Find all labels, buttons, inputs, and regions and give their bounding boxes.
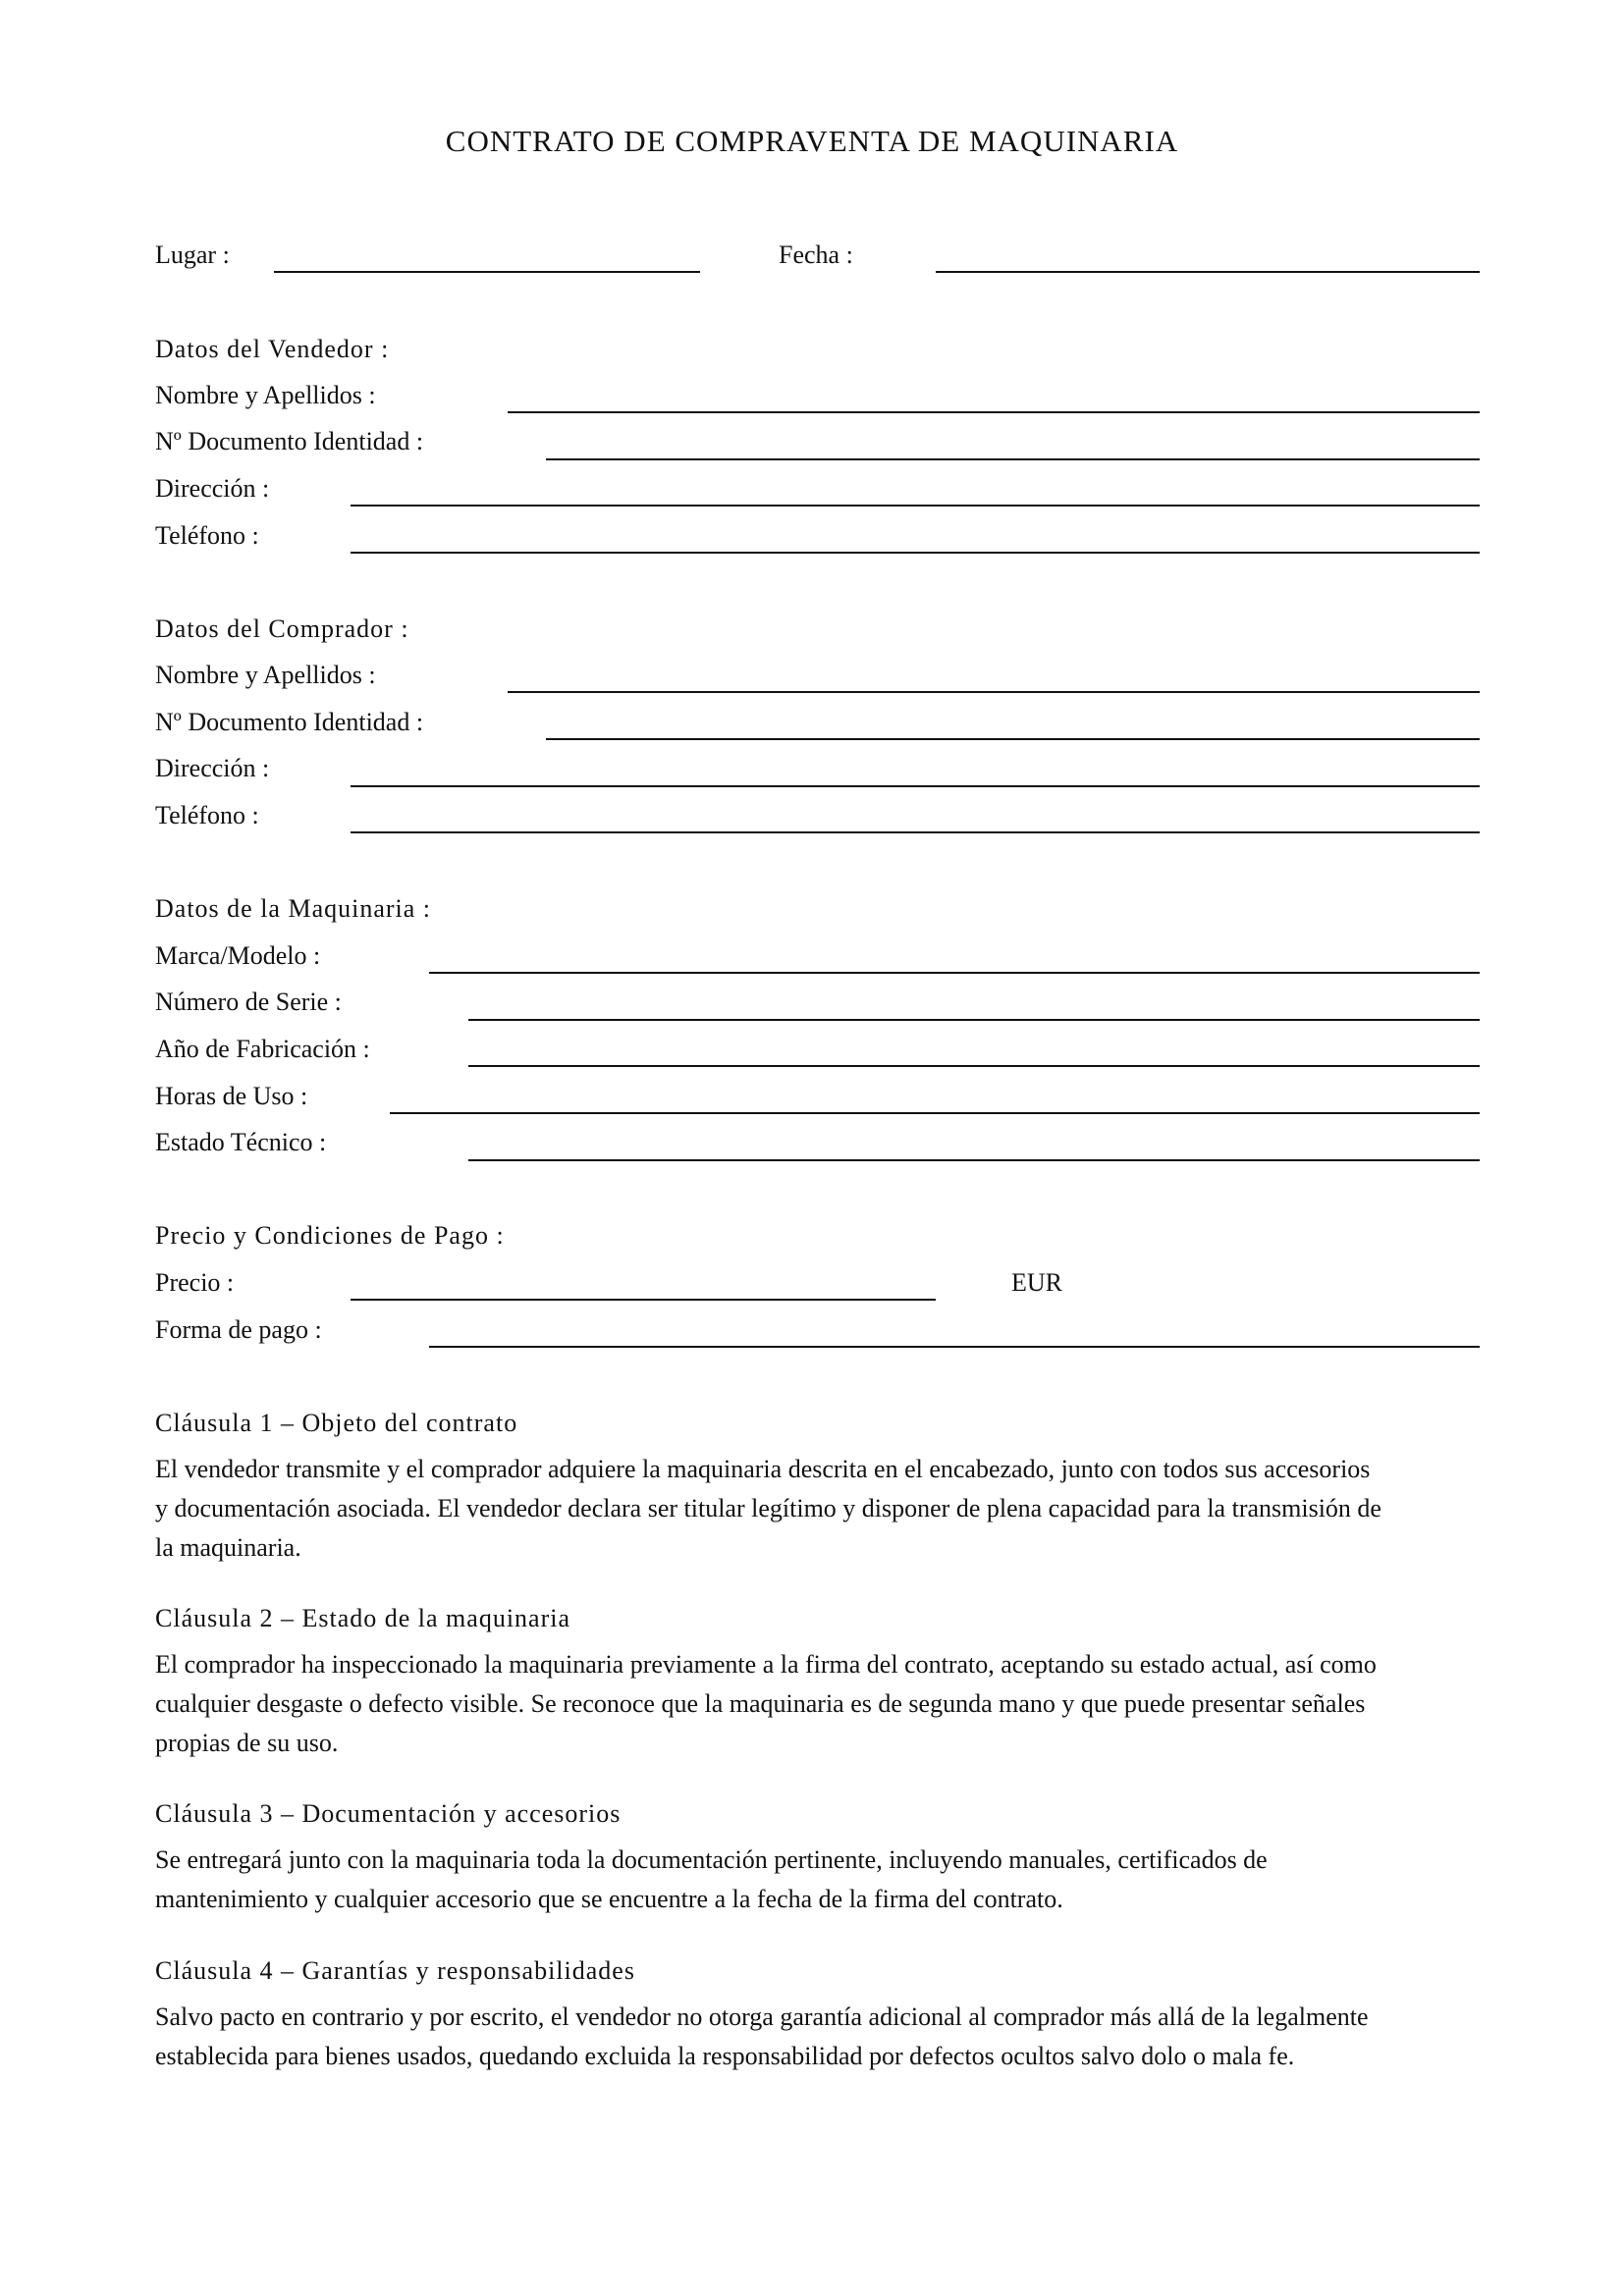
- anio-label: Año de Fabricación :: [155, 1035, 370, 1063]
- comprador-documento-label: Nº Documento Identidad :: [155, 708, 424, 736]
- clausula-4-line: Salvo pacto en contrario y por escrito, el vendedor no otorga garantía adicional al comprador más allá de la legalmente: [155, 2002, 1369, 2031]
- vendedor-heading: Datos del Vendedor :: [155, 335, 390, 363]
- currency-label: EUR: [1011, 1268, 1062, 1297]
- vendedor-documento-field[interactable]: [546, 458, 1480, 460]
- clausula-1-body: [155, 1450, 1481, 1568]
- clausula-1-title: Cláusula 1 – Objeto del contrato: [155, 1409, 518, 1437]
- estado-field[interactable]: [468, 1159, 1480, 1161]
- comprador-heading: Datos del Comprador :: [155, 614, 409, 643]
- vendedor-direccion-field[interactable]: [351, 505, 1480, 507]
- forma-pago-label: Forma de pago :: [155, 1315, 322, 1344]
- clausula-2-line: El comprador ha inspeccionado la maquinaria previamente a la firma del contrato, aceptando su estado actual, así como: [155, 1650, 1377, 1679]
- clausula-3-line: mantenimiento y cualquier accesorio que se encuentre a la fecha de la firma del contrato.: [155, 1885, 1063, 1913]
- clausula-2-line: cualquier desgaste o defecto visible. Se reconoce que la maquinaria es de segunda mano y que puede presentar señales: [155, 1689, 1366, 1718]
- comprador-telefono-field[interactable]: [351, 831, 1480, 833]
- clausula-3-line: Se entregará junto con la maquinaria toda la documentación pertinente, incluyendo manuales, certificados de: [155, 1845, 1268, 1874]
- page-title: CONTRATO DE COMPRAVENTA DE MAQUINARIA: [445, 124, 1179, 158]
- clausula-4-line: establecida para bienes usados, quedando excluida la responsabilidad por defectos ocultos salvo dolo o mala fe.: [155, 2042, 1295, 2070]
- vendedor-direccion-label: Dirección :: [155, 474, 270, 503]
- comprador-documento-field[interactable]: [546, 738, 1480, 740]
- serie-label: Número de Serie :: [155, 988, 342, 1016]
- horas-label: Horas de Uso :: [155, 1082, 308, 1110]
- clausula-1-line: la maquinaria.: [155, 1533, 301, 1562]
- anio-field[interactable]: [468, 1065, 1480, 1067]
- maquinaria-heading: Datos de la Maquinaria :: [155, 894, 432, 923]
- clausula-1-line: El vendedor transmite y el comprador adquiere la maquinaria descrita en el encabezado, junto con todos sus accesorios: [155, 1455, 1371, 1483]
- marca-label: Marca/Modelo :: [155, 941, 321, 970]
- comprador-nombre-field[interactable]: [508, 691, 1480, 693]
- precio-field[interactable]: [351, 1299, 936, 1301]
- vendedor-nombre-label: Nombre y Apellidos :: [155, 381, 376, 409]
- vendedor-telefono-field[interactable]: [351, 552, 1480, 554]
- horas-field[interactable]: [390, 1112, 1480, 1114]
- clausula-1-line: y documentación asociada. El vendedor declara ser titular legítimo y disponer de plena capacidad para la transmisión de: [155, 1494, 1381, 1522]
- vendedor-telefono-label: Teléfono :: [155, 521, 259, 550]
- vendedor-documento-label: Nº Documento Identidad :: [155, 427, 424, 455]
- clausula-4-title: Cláusula 4 – Garantías y responsabilidades: [155, 1956, 635, 1985]
- precio-label: Precio :: [155, 1268, 235, 1297]
- marca-field[interactable]: [429, 972, 1480, 974]
- clausula-3-title: Cláusula 3 – Documentación y accesorios: [155, 1799, 622, 1828]
- forma-pago-field[interactable]: [429, 1346, 1480, 1348]
- fecha-label: Fecha :: [779, 240, 853, 269]
- clausula-2-body: [155, 1645, 1481, 1763]
- estado-label: Estado Técnico :: [155, 1128, 327, 1156]
- vendedor-nombre-field[interactable]: [508, 411, 1480, 413]
- serie-field[interactable]: [468, 1019, 1480, 1021]
- clausula-4-body: [155, 1998, 1481, 2076]
- clausula-2-title: Cláusula 2 – Estado de la maquinaria: [155, 1604, 571, 1632]
- comprador-nombre-label: Nombre y Apellidos :: [155, 661, 376, 689]
- precio-heading: Precio y Condiciones de Pago :: [155, 1221, 505, 1250]
- comprador-telefono-label: Teléfono :: [155, 801, 259, 829]
- lugar-label: Lugar :: [155, 240, 230, 269]
- comprador-direccion-field[interactable]: [351, 785, 1480, 787]
- lugar-field[interactable]: [274, 271, 700, 273]
- comprador-direccion-label: Dirección :: [155, 754, 270, 782]
- clausula-3-body: [155, 1841, 1481, 1919]
- fecha-field[interactable]: [936, 271, 1480, 273]
- clausula-2-line: propias de su uso.: [155, 1729, 339, 1757]
